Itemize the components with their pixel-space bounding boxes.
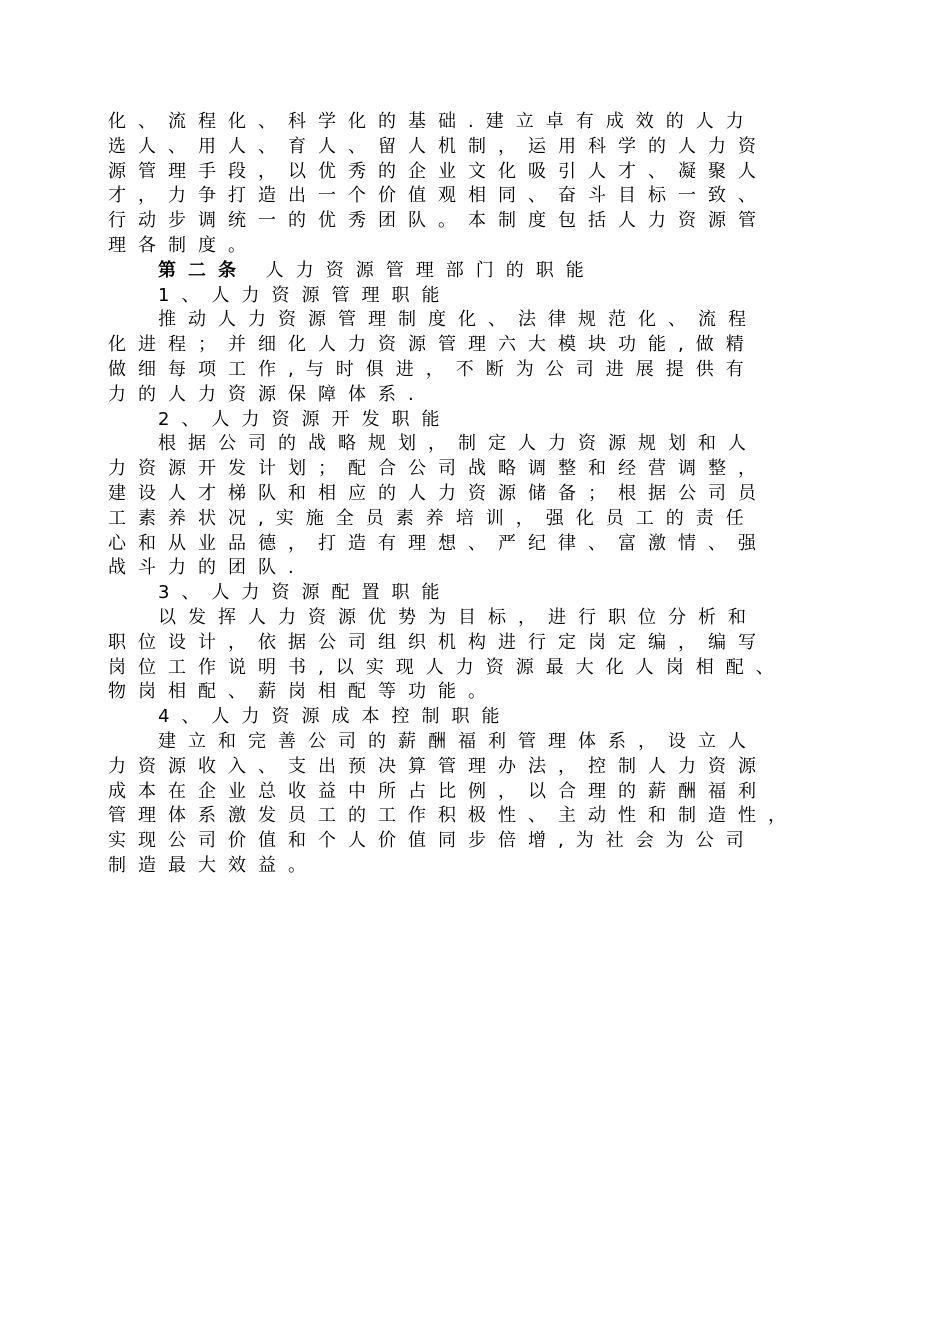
text-line: 行动步调统一的优秀团队。本制度包括人力资源管	[108, 210, 768, 232]
text-line: 力资源收入、支出预决算管理办法，控制人力资源	[108, 755, 768, 777]
section-heading: 4、人力资源成本控制职能	[158, 706, 512, 728]
text-line: 才，力争打造出一个价值观相同、奋斗目标一致、	[108, 185, 768, 207]
text-line: 建立和完善公司的薪酬福利管理体系，设立人	[158, 730, 758, 752]
article-title: 人力资源管理部门的职能	[248, 259, 596, 281]
section-development	[108, 408, 868, 582]
document-body	[108, 110, 868, 879]
text-line: 化、流程化、科学化的基础.建立卓有成效的人力	[108, 111, 756, 132]
section-allocation	[108, 581, 868, 705]
section-heading: 1、人力资源管理职能	[158, 284, 452, 306]
text-line: 理各制度。	[108, 234, 258, 256]
text-line: 实现公司价值和个人价值同步倍增,为社会为公司	[108, 830, 756, 852]
text-line: 物岗相配、薪岗相配等功能。	[108, 681, 498, 703]
text-line: 力的人力资源保障体系.	[108, 383, 426, 405]
intro-paragraph	[108, 110, 868, 259]
text-line: 以发挥人力资源优势为目标，进行职位分析和	[158, 606, 758, 628]
text-line: 工素养状况,实施全员素养培训，强化员工的责任	[108, 507, 756, 529]
text-line: 化进程；并细化人力资源管理六大模块功能,做精	[108, 334, 756, 356]
text-line: 做细每项工作,与时俱进，不断为公司进展提供有	[108, 358, 756, 380]
text-line: 岗位工作说明书,以实现人力资源最大化人岗相配、	[108, 656, 786, 678]
text-line: 推动人力资源管理制度化、法律规范化、流程	[158, 309, 758, 331]
text-line: 管理体系激发员工的工作积极性、主动性和制造性，	[108, 805, 798, 827]
text-line: 心和从业品德，打造有理想、严纪律、富激情、强	[108, 532, 768, 554]
text-line: 源管理手段，以优秀的企业文化吸引人才、凝聚人	[108, 160, 768, 182]
text-line: 职位设计，依据公司组织机构进行定岗定编，编写	[108, 631, 768, 653]
text-line: 战斗力的团队.	[108, 557, 306, 579]
text-line: 建设人才梯队和相应的人力资源储备；根据公司员	[108, 482, 768, 504]
section-heading: 2、人力资源开发职能	[158, 408, 452, 430]
text-line: 制造最大效益。	[108, 854, 318, 876]
section-management	[108, 284, 868, 408]
article-label: 第二条	[158, 259, 248, 281]
article-heading	[108, 259, 868, 284]
text-line: 选人、用人、育人、留人机制，运用科学的人力资	[108, 135, 768, 157]
section-heading: 3、人力资源配置职能	[158, 582, 452, 604]
text-line: 力资源开发计划；配合公司战略调整和经营调整，	[108, 458, 768, 480]
text-line: 根据公司的战略规划，制定人力资源规划和人	[158, 433, 758, 455]
text-line: 成本在企业总收益中所占比例，以合理的薪酬福利	[108, 780, 768, 802]
section-cost-control	[108, 705, 868, 879]
